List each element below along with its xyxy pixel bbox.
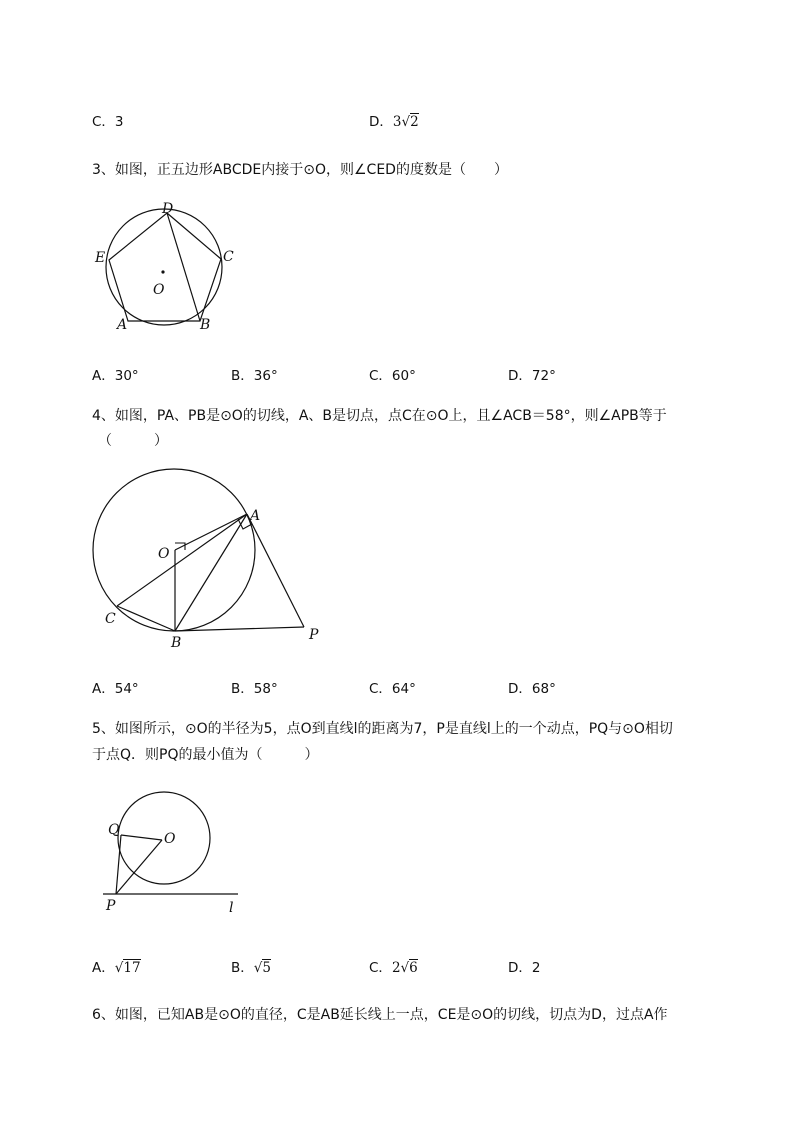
sqrt-symbol: √: [401, 114, 411, 130]
q5-label-o: O: [164, 831, 176, 847]
q3-label-e: E: [95, 250, 106, 266]
q2-option-d-coef: 3: [392, 114, 402, 130]
q4-label-c: C: [105, 611, 116, 627]
q3-option-d: D．72°: [508, 368, 556, 384]
q5-option-a: [92, 956, 141, 976]
q3-label-c: C: [223, 249, 234, 265]
q5-option-d-coef: 2: [531, 960, 541, 976]
q3-label-a: A: [117, 317, 128, 333]
q4-stem-line2: （ ）: [98, 433, 168, 449]
q5-option-c: [369, 956, 418, 976]
q5-option-d: [508, 956, 541, 976]
q4-stem-line1: 4、如图，PA、PB是⊙O的切线，A、B是切点，点C在⊙O上，且∠ACB＝58°，则∠APB等于: [92, 408, 667, 424]
q5-option-a-prefix: A．: [92, 960, 115, 976]
q4-label-p: P: [309, 627, 319, 643]
q5-option-b-radicand: 5: [262, 960, 271, 976]
q4-label-a: A: [250, 508, 261, 524]
q4-option-a: A．54°: [92, 681, 139, 697]
q5-option-c-radicand: 6: [409, 960, 418, 976]
sqrt-symbol: √: [400, 960, 410, 976]
q5-segment-qo: [121, 835, 162, 840]
q5-label-l: l: [229, 900, 234, 916]
q5-label-p: P: [106, 898, 116, 914]
q5-option-a-radicand: 17: [123, 960, 141, 976]
sqrt-symbol: √: [114, 960, 124, 976]
q5-label-q: Q: [108, 822, 120, 838]
q3-option-a: A．30°: [92, 368, 139, 384]
q5-segment-po: [116, 840, 162, 894]
q3-option-c: C．60°: [369, 368, 416, 384]
q4-option-b: B．58°: [231, 681, 278, 697]
q5-option-b: [231, 956, 271, 976]
q4-option-d: D．68°: [508, 681, 556, 697]
q2-option-c: C．3: [92, 114, 124, 130]
q5-option-d-prefix: D．: [508, 960, 532, 976]
q5-stem-line2: 于点Q．则PQ的最小值为（ ）: [92, 747, 319, 763]
q4-option-c: C．64°: [369, 681, 416, 697]
q2-option-d-radicand: 2: [410, 114, 419, 130]
q6-stem: 6、如图，已知AB是⊙O的直径，C是AB延长线上一点，CE是⊙O的切线，切点为D，过点A作: [92, 1007, 668, 1023]
q5-option-c-prefix: C．: [369, 960, 392, 976]
q5-stem-line1: 5、如图所示，⊙O的半径为5，点O到直线l的距离为7，P是直线l上的一个动点，PQ与⊙O相切: [92, 721, 673, 737]
q3-label-d: D: [162, 201, 174, 217]
q5-option-b-prefix: B．: [231, 960, 254, 976]
q3-label-b: B: [200, 317, 211, 333]
q5-option-c-coef: 2: [391, 960, 401, 976]
q4-label-o: O: [158, 546, 170, 562]
q3-label-o: O: [153, 282, 165, 298]
sqrt-symbol: √: [253, 960, 263, 976]
q2-option-d-prefix: D．: [369, 114, 393, 130]
q4-label-b: B: [171, 635, 182, 651]
q3-stem: 3、如图，正五边形ABCDE内接于⊙O，则∠CED的度数是（ ）: [92, 162, 508, 178]
q3-option-b: B．36°: [231, 368, 278, 384]
